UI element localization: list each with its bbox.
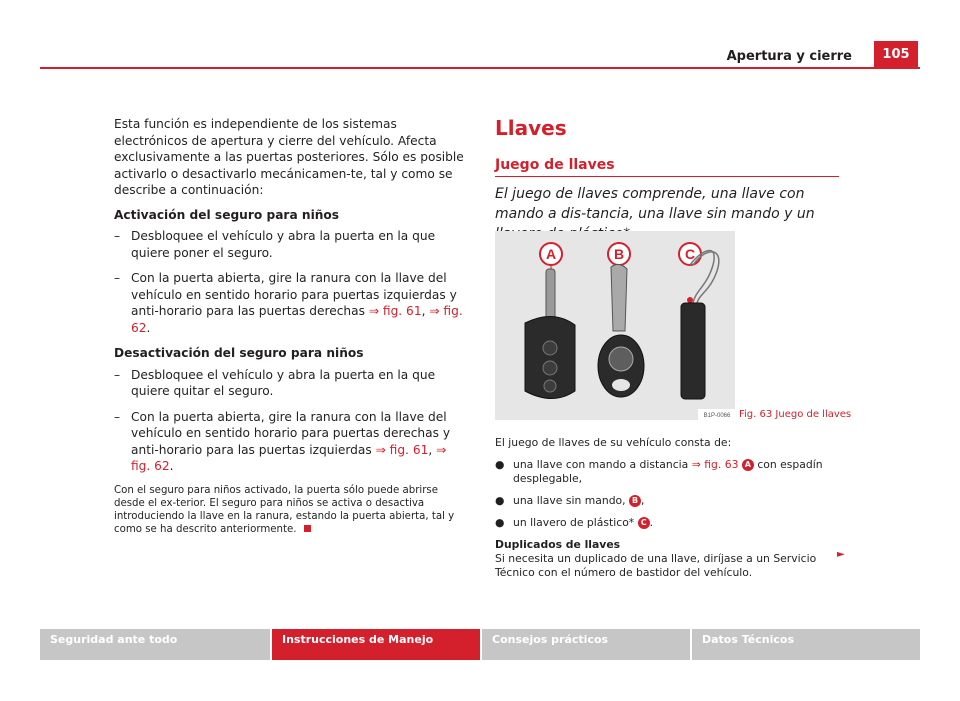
- page-number: 105: [874, 41, 918, 67]
- bullet-marker: ●: [495, 494, 505, 507]
- label-b-badge: B: [629, 495, 641, 507]
- tab-seguridad[interactable]: Seguridad ante todo: [40, 629, 270, 660]
- dash-marker: –: [114, 271, 121, 285]
- fig-62-link[interactable]: ⇒ fig. 62: [131, 442, 447, 473]
- running-header-title: Apertura y cierre: [726, 49, 852, 64]
- separator: ,: [421, 304, 426, 318]
- list-item: [495, 458, 850, 486]
- label-a: [540, 243, 562, 265]
- bullet-text: una llave sin mando,: [513, 494, 626, 507]
- continue-arrow-icon: ►: [837, 549, 845, 560]
- dash-marker: –: [114, 367, 121, 382]
- bullet-text: con espadín desplegable,: [513, 458, 823, 485]
- label-c: [679, 243, 701, 265]
- duplicates-heading: Duplicados de llaves: [495, 538, 621, 551]
- svg-text:C: C: [684, 246, 696, 262]
- left-column: [114, 116, 466, 544]
- step-text: Desbloquee el vehículo y abra la puerta en la que quiere quitar el seguro.: [131, 367, 436, 398]
- label-a-badge: A: [742, 459, 754, 471]
- terminator: .: [169, 459, 174, 473]
- label-c-badge: C: [638, 517, 650, 529]
- activation-heading: Activación del seguro para niños: [114, 207, 340, 222]
- tab-consejos[interactable]: Consejos prácticos: [482, 629, 690, 660]
- bullet-text: una llave con mando a distancia: [513, 458, 689, 471]
- figure-code: B1P-0066: [703, 413, 731, 419]
- activation-step-1: [114, 228, 466, 261]
- right-column-body: [495, 436, 850, 588]
- deactivation-heading: Desactivación del seguro para niños: [114, 346, 364, 360]
- list-item: [495, 494, 850, 508]
- terminator: .: [146, 320, 151, 335]
- intro-paragraph: Esta función es independiente de los sistemas electrónicos de apertura y cierre del vehículo. Afecta exclusivamente a las puertas posteriores. Sólo es posible activarlo o desactivarlo mecánicamen-te, tal y como se describe a continuación:: [114, 117, 464, 197]
- fig-62-link[interactable]: ⇒ fig. 62: [131, 304, 463, 335]
- note-text: Con el seguro para niños activado, la puerta sólo puede abrirse desde el ex-terior. El seguro para niños se activa o desactiva introduciendo la llave en la ranura, estando la puerta abierta, tal y como se ha descrito anteriormente.: [114, 484, 455, 536]
- keys-lead: El juego de llaves de su vehículo consta de:: [495, 436, 732, 449]
- bullet-marker: ●: [495, 458, 505, 471]
- dash-marker: –: [114, 229, 121, 243]
- separator: ,: [428, 442, 433, 457]
- bullet-marker: ●: [495, 516, 505, 529]
- step-text: Con la puerta abierta, gire la ranura con la llave del vehículo en sentido horario para puertas izquierdas y anti-horario para las puertas derechas: [131, 271, 457, 318]
- tab-datos-tecnicos[interactable]: Datos Técnicos: [692, 629, 920, 660]
- label-b: [608, 243, 630, 265]
- dash-marker: –: [114, 409, 121, 424]
- figure-caption: Fig. 63 Juego de llaves: [739, 409, 852, 420]
- section-title: Llaves: [495, 116, 567, 140]
- list-item: [495, 516, 850, 530]
- svg-text:B: B: [613, 246, 625, 262]
- section-end-marker: [304, 525, 311, 532]
- subsection-rule: [495, 176, 839, 177]
- deactivation-step-1: [114, 367, 466, 400]
- section-intro: El juego de llaves comprende, una llave con mando a dis-tancia, una llave sin mando y un: [495, 186, 815, 222]
- deactivation-step-2: [114, 409, 466, 475]
- svg-text:A: A: [545, 246, 557, 262]
- activation-step-2: [114, 270, 466, 336]
- bullet-text: .: [649, 516, 654, 529]
- duplicates-text: Si necesita un duplicado de una llave, diríjase a un Servicio Técnico con el número de bastidor del vehículo.: [495, 552, 817, 579]
- bullet-text: un llavero de plástico*: [513, 516, 635, 529]
- keys-figure: [495, 231, 735, 420]
- fig-61-link[interactable]: ⇒ fig. 61: [375, 442, 429, 457]
- subsection-title: Juego de llaves: [495, 157, 615, 173]
- fig-63-link[interactable]: ⇒ fig. 63: [691, 458, 739, 471]
- tab-instrucciones[interactable]: Instrucciones de Manejo: [272, 629, 480, 660]
- header-rule: [40, 67, 920, 69]
- fig-61-link[interactable]: ⇒ fig. 61: [368, 304, 422, 318]
- keys-illustration: [495, 231, 735, 420]
- note-paragraph: [114, 484, 466, 537]
- step-text: Desbloquee el vehículo y abra la puerta en la que quiere poner el seguro.: [131, 229, 436, 260]
- step-text: Con la puerta abierta, gire la ranura con la llave del vehículo en sentido horario para puertas derechas y anti-horario para las puertas izquierdas: [131, 409, 451, 457]
- bullet-text: ,: [641, 494, 645, 507]
